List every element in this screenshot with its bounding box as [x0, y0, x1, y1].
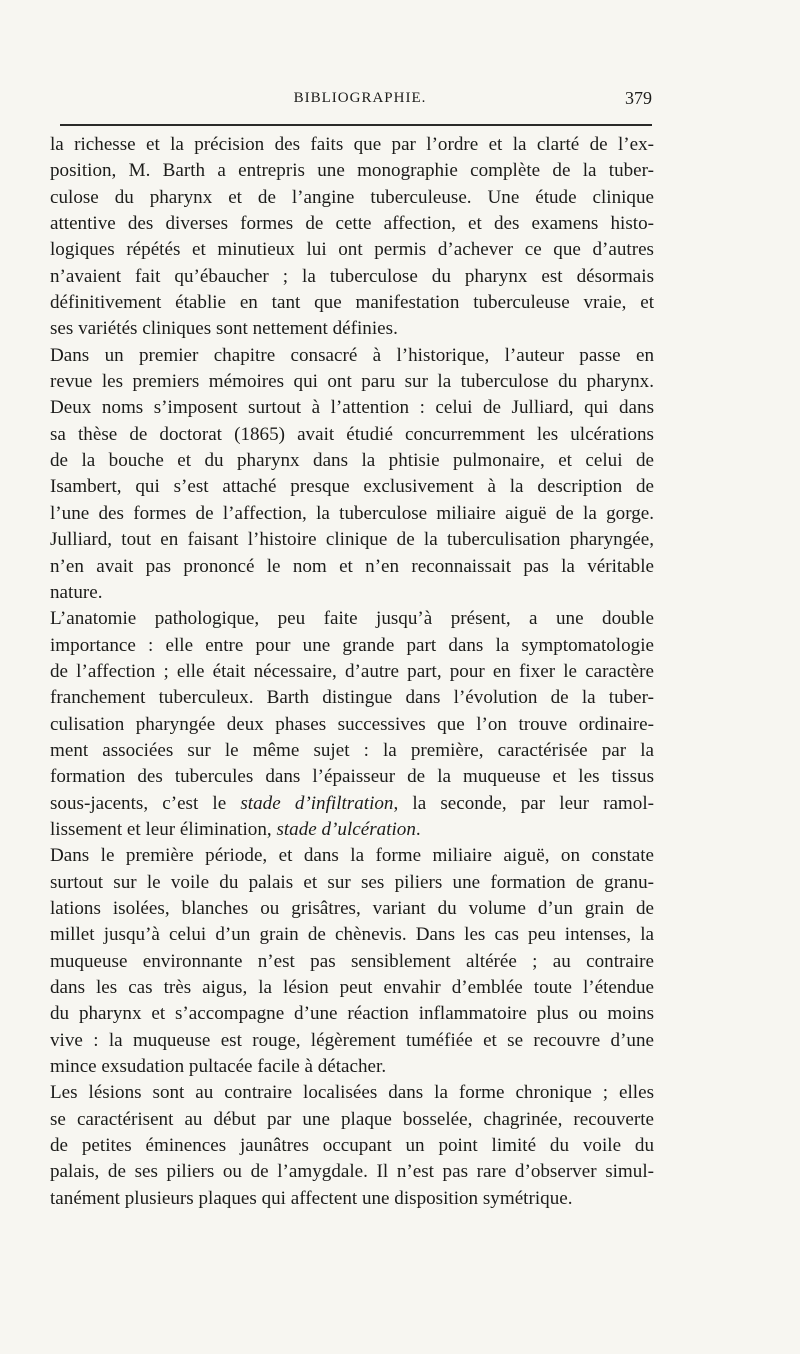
- text-line: logiques répétés et minutieux lui ont permis d’achever ce que d’autres: [50, 239, 654, 261]
- text-line: définitivement établie en tant que manifestation tuberculeuse vraie, et: [50, 292, 654, 314]
- text-line: millet jusqu’à celui d’un grain de chènevis. Dans les cas peu intenses, la: [50, 924, 654, 946]
- running-title: BIBLIOGRAPHIE.: [293, 90, 427, 106]
- header-rule: [60, 124, 652, 126]
- text-line: revue les premiers mémoires qui ont paru sur la tuberculose du pharynx.: [50, 371, 654, 393]
- text-line: attentive des diverses formes de cette affection, et des examens histo-: [50, 213, 654, 235]
- paragraph-4: [50, 843, 654, 1080]
- text-line: palais, de ses piliers ou de l’amygdale. Il n’est pas rare d’observer simul-: [50, 1161, 654, 1183]
- text-line: importance : elle entre pour une grande part dans la symptomatologie: [50, 634, 654, 656]
- text-line: n’avaient fait qu’ébaucher ; la tuberculose du pharynx est désormais: [50, 265, 654, 287]
- text-line: dans les cas très aigus, la lésion peut envahir d’emblée toute l’étendue: [50, 977, 654, 998]
- text-line: lations isolées, blanches ou grisâtres, variant du volume d’un grain de: [50, 897, 654, 919]
- text-segment: sous-jacents, c’est le: [50, 792, 227, 814]
- text-line: Dans un premier chapitre consacré à l’historique, l’auteur passe en: [50, 344, 654, 366]
- text-line: Julliard, tout en faisant l’histoire clinique de la tuberculisation pharyngée,: [50, 529, 654, 551]
- text-line: n’en avait pas prononcé le nom et n’en reconnaissait pas la véritable: [50, 555, 654, 577]
- text-line: du pharynx et s’accompagne d’une réaction inflammatoire plus ou moins: [50, 1003, 654, 1025]
- text-segment: lissement et leur élimination,: [50, 818, 272, 840]
- text-line: Deux noms s’imposent surtout à l’attention : celui de Julliard, qui dans: [50, 397, 654, 419]
- text-line: l’une des formes de l’affection, la tuberculose miliaire aiguë de la gorge.: [50, 502, 654, 524]
- text-segment: , la seconde, par leur ramol-: [393, 792, 654, 814]
- text-line: la richesse et la précision des faits que par l’ordre et la clarté de l’ex-: [50, 134, 654, 155]
- text-line: nature.: [50, 581, 103, 603]
- paragraph-2: [50, 343, 654, 606]
- text-line: de la bouche et du pharynx dans la phtisie pulmonaire, et celui de: [50, 450, 654, 472]
- paragraph-5: [50, 1080, 654, 1212]
- text-line: sa thèse de doctorat (1865) avait étudié concurremment les ulcérations: [50, 423, 654, 445]
- text-line: franchement tuberculeux. Barth distingue dans l’évolution de la tuber-: [50, 687, 654, 709]
- text-line: tanément plusieurs plaques qui affectent une disposition symétrique.: [50, 1187, 573, 1209]
- italic-term: stade d’infiltration: [240, 792, 394, 814]
- page-number: 379: [625, 88, 652, 108]
- text-line: Isambert, qui s’est attaché presque exclusivement à la description de: [50, 476, 654, 498]
- running-head: [60, 88, 660, 112]
- text-line: position, M. Barth a entrepris une monographie complète de la tuber-: [50, 160, 654, 182]
- text-line: L’anatomie pathologique, peu faite jusqu’à présent, a une double: [50, 608, 654, 630]
- text-line: [50, 817, 654, 843]
- text-segment: .: [415, 818, 421, 840]
- text-line: ment associées sur le même sujet : la première, caractérisée par la: [50, 739, 654, 761]
- text-line: [50, 791, 654, 817]
- text-line: culisation pharyngée deux phases successives que l’on trouve ordinaire-: [50, 713, 654, 735]
- paragraph-1: [50, 132, 654, 343]
- text-line: vive : la muqueuse est rouge, légèrement tuméfiée et se recouvre d’une: [50, 1029, 654, 1051]
- paragraph-3: [50, 606, 654, 843]
- text-line: se caractérisent au début par une plaque bosselée, chagrinée, recouverte: [50, 1108, 654, 1130]
- text-line: formation des tubercules dans l’épaisseur de la muqueuse et les tissus: [50, 766, 654, 788]
- text-line: culose du pharynx et de l’angine tuberculeuse. Une étude clinique: [50, 186, 654, 208]
- text-line: de petites éminences jaunâtres occupant un point limité du voile du: [50, 1135, 654, 1157]
- text-line: de l’affection ; elle était nécessaire, d’autre part, pour en fixer le caractère: [50, 660, 654, 682]
- text-line: Dans le première période, et dans la forme miliaire aiguë, on constate: [50, 845, 654, 867]
- text-line: muqueuse environnante n’est pas sensiblement altérée ; au contraire: [50, 950, 654, 972]
- body-text: [50, 132, 654, 1212]
- italic-term: stade d’ulcération: [276, 818, 416, 840]
- text-line: mince exsudation pultacée facile à détacher.: [50, 1056, 387, 1078]
- text-line: surtout sur le voile du palais et sur ses piliers une formation de granu-: [50, 871, 654, 893]
- text-line: Les lésions sont au contraire localisées dans la forme chronique ; elles: [50, 1082, 654, 1104]
- text-line: ses variétés cliniques sont nettement définies.: [50, 318, 398, 340]
